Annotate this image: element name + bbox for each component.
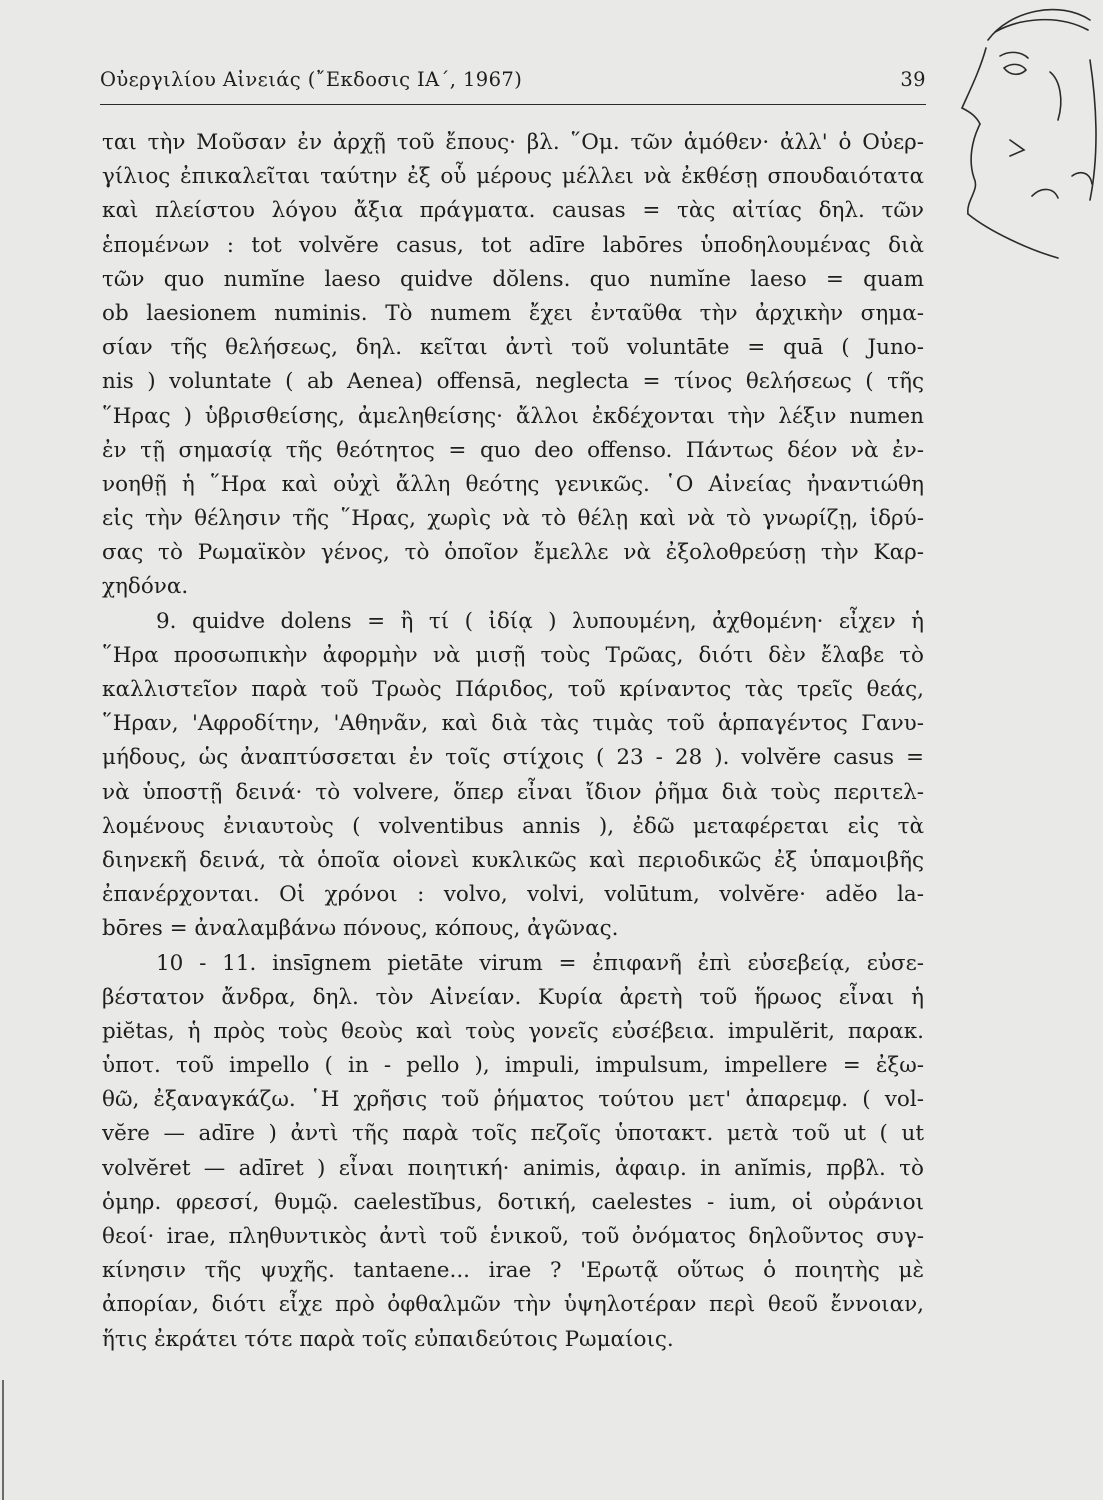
text-line: καὶ πλείστου λόγου ἄξια πράγματα. causas = τὰς αἰτίας δηλ. τῶν xyxy=(102,198,924,224)
text-line: vĕre — adīre ) ἀντὶ τῆς παρὰ τοῖς πεζοῖς ὑποτακτ. μετὰ τοῦ ut ( ut xyxy=(102,1121,924,1147)
text-line: ῞Ηρα προσωπικὴν ἀφορμὴν νὰ μισῇ τοὺς Τρῶας, διότι δὲν ἔλαβε τὸ xyxy=(102,642,924,668)
text-line: σίαν τῆς θελήσεως, δηλ. κεῖται ἀντὶ τοῦ voluntāte = quā ( Juno- xyxy=(102,335,924,361)
text-line: ἀπορίαν, διότι εἶχε πρὸ ὀφθαλμῶν τὴν ὑψηλοτέραν περὶ θεοῦ ἔννοιαν, xyxy=(102,1292,924,1318)
text-line: σας τὸ Ρωμαϊκὸν γένος, τὸ ὁποῖον ἔμελλε νὰ ἐξολοθρεύσῃ τὴν Καρ- xyxy=(102,540,924,566)
face-doodle-icon xyxy=(940,0,1103,280)
text-line: θῶ, ἐξαναγκάζω. ῾Η χρῆσις τοῦ ῥήματος τούτου μετ' ἀπαρεμφ. ( vol- xyxy=(102,1087,924,1113)
text-line: nis ) voluntate ( ab Aenea) offensā, neglecta = τίνος θελήσεως ( τῆς xyxy=(102,369,924,395)
text-line: ῞Ηραν, 'Αφροδίτην, 'Αθηνᾶν, καὶ διὰ τὰς τιμὰς τοῦ ἁρπαγέντος Γανυ- xyxy=(102,711,924,737)
text-line: μήδους, ὡς ἀναπτύσσεται ἐν τοῖς στίχοις ( 23 - 28 ). volvĕre casus = xyxy=(102,745,924,771)
page-edge-mark xyxy=(0,1380,8,1500)
text-line: εἰς τὴν θέλησιν τῆς ῞Ηρας, χωρὶς νὰ τὸ θέλῃ καὶ νὰ τὸ γνωρίζῃ, ἱδρύ- xyxy=(102,506,924,532)
header-rule xyxy=(100,104,926,105)
commentary-text xyxy=(102,126,924,1357)
running-title: Οὐεργιλίου Αἰνειάς (῎Εκδοσις ΙΑ΄, 1967) xyxy=(100,68,523,91)
text-line: ὁμηρ. φρεσσί, θυμῷ. caelestĭbus, δοτική, caelestes - ium, οἱ οὐράνιοι xyxy=(102,1189,924,1215)
text-line: ἥτις ἐκράτει τότε παρὰ τοῖς εὐπαιδεύτοις Ρωμαίοις. xyxy=(102,1326,674,1352)
text-line: χηδόνα. xyxy=(102,574,189,600)
note-10-11-start: 10 - 11. insīgnem pietāte virum = ἐπιφανῆ ἐπὶ εὐσεβείᾳ, εὐσε- xyxy=(156,950,924,976)
text-line: νοηθῇ ἡ ῞Ηρα καὶ οὐχὶ ἄλλη θεότης γενικῶς. ῾Ο Αἰνείας ἠναντιώθη xyxy=(102,471,924,497)
text-line: νὰ ὑποστῇ δεινά· τὸ volvere, ὅπερ εἶναι ἴδιον ῥῆμα διὰ τοὺς περιτελ- xyxy=(102,779,924,805)
running-header xyxy=(100,68,926,98)
text-line: διηνεκῆ δεινά, τὰ ὁποῖα οἱονεὶ κυκλικῶς καὶ περιοδικῶς ἐξ ὑπαμοιβῆς xyxy=(102,847,924,873)
text-line: ἑπομένων : tot volvĕre casus, tot adīre labōres ὑποδηλουμένας διὰ xyxy=(102,232,924,258)
page-number: 39 xyxy=(900,68,926,91)
text-line: ῞Ηρας ) ὑβρισθείσης, ἀμεληθείσης· ἄλλοι ἐκδέχονται τὴν λέξιν numen xyxy=(102,403,924,429)
text-line: ται τὴν Μοῦσαν ἐν ἀρχῇ τοῦ ἔπους· βλ. ῞Ομ. τῶν ἁμόθεν· ἀλλ' ὁ Οὐερ- xyxy=(102,130,924,155)
text-line: κίνησιν τῆς ψυχῆς. tantaene... irae ? 'Ερωτᾷ οὕτως ὁ ποιητὴς μὲ xyxy=(102,1258,924,1284)
text-line: ἐπανέρχονται. Οἱ χρόνοι : volvo, volvi, volūtum, volvĕre· adĕo la- xyxy=(102,882,924,908)
text-line: volvĕret — adīret ) εἶναι ποιητική· animis, ἀφαιρ. in anĭmis, πρβλ. τὸ xyxy=(102,1155,924,1181)
text-line: βέστατον ἄνδρα, δηλ. τὸν Αἰνείαν. Κυρία ἀρετὴ τοῦ ἥρωος εἶναι ἡ xyxy=(102,984,924,1010)
note-9-start: 9. quidve dolens = ἢ τί ( ἰδίᾳ ) λυπουμένη, ἀχθομένη· εἶχεν ἡ xyxy=(156,608,924,634)
text-line: λομένους ἐνιαυτοὺς ( volventibus annis ), ἐδῶ μεταφέρεται εἰς τὰ xyxy=(102,813,924,839)
text-line: καλλιστεῖον παρὰ τοῦ Τρωὸς Πάριδος, τοῦ κρίναντος τὰς τρεῖς θεάς, xyxy=(102,677,924,702)
text-line: piĕtas, ἡ πρὸς τοὺς θεοὺς καὶ τοὺς γονεῖς εὐσέβεια. impulĕrit, παρακ. xyxy=(102,1018,924,1044)
text-line: ἐν τῇ σημασίᾳ τῆς θεότητος = quo deo offenso. Πάντως δέον νὰ ἐν- xyxy=(102,437,924,463)
text-line: ob laesionem numinis. Τὸ numem ἔχει ἐνταῦθα τὴν ἀρχικὴν σημα- xyxy=(102,300,924,326)
text-line: θεοί· irae, πληθυντικὸς ἀντὶ τοῦ ἑνικοῦ, τοῦ ὀνόματος δηλοῦντος συγ- xyxy=(102,1224,924,1249)
text-line: τῶν quo numĭne laeso quidve dŏlens. quo numĭne laeso = quam xyxy=(102,266,924,292)
text-line: ὑποτ. τοῦ impello ( in - pello ), impuli, impulsum, impellere = ἐξω- xyxy=(102,1053,924,1079)
text-line: bōres = ἀναλαμβάνω πόνους, κόπους, ἀγῶνας. xyxy=(102,916,619,942)
text-line: γίλιος ἐπικαλεῖται ταύτην ἐξ οὗ μέρους μέλλει νὰ ἐκθέσῃ σπουδαιότατα xyxy=(102,164,924,190)
